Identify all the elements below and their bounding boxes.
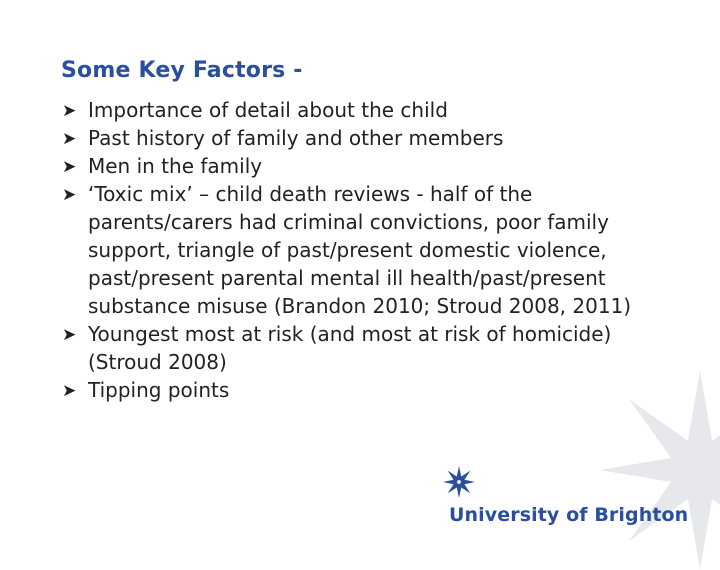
bullet-item: ➤ Men in the family bbox=[62, 152, 672, 180]
arrow-bullet-icon: ➤ bbox=[62, 101, 77, 121]
bullet-item: ➤ ‘Toxic mix’ – child death reviews - half of the parents/carers had criminal convictions, poor family support, triangle of past/present domestic violence, past/present parental mental ill health/past/present substance misuse (Brandon 2010; Stroud 2008, 2011) bbox=[62, 182, 632, 318]
arrow-bullet-icon: ➤ bbox=[62, 157, 77, 177]
bullet-item: ➤ Tipping points bbox=[62, 376, 672, 404]
star-logo-icon bbox=[443, 466, 475, 498]
bullet-item: ➤ Past history of family and other members bbox=[62, 124, 672, 152]
arrow-bullet-icon: ➤ bbox=[62, 185, 77, 205]
arrow-bullet-icon: ➤ bbox=[62, 325, 77, 345]
bullet-item: ➤ Youngest most at risk (and most at risk of homicide) (Stroud 2008) bbox=[62, 322, 612, 374]
arrow-bullet-icon: ➤ bbox=[62, 129, 77, 149]
bullet-item: ➤ Importance of detail about the child bbox=[62, 96, 672, 124]
bullet-list bbox=[62, 96, 672, 404]
university-logo-text: University of Brighton bbox=[449, 504, 689, 526]
arrow-bullet-icon: ➤ bbox=[62, 381, 77, 401]
slide-title: Some Key Factors - bbox=[61, 58, 303, 83]
